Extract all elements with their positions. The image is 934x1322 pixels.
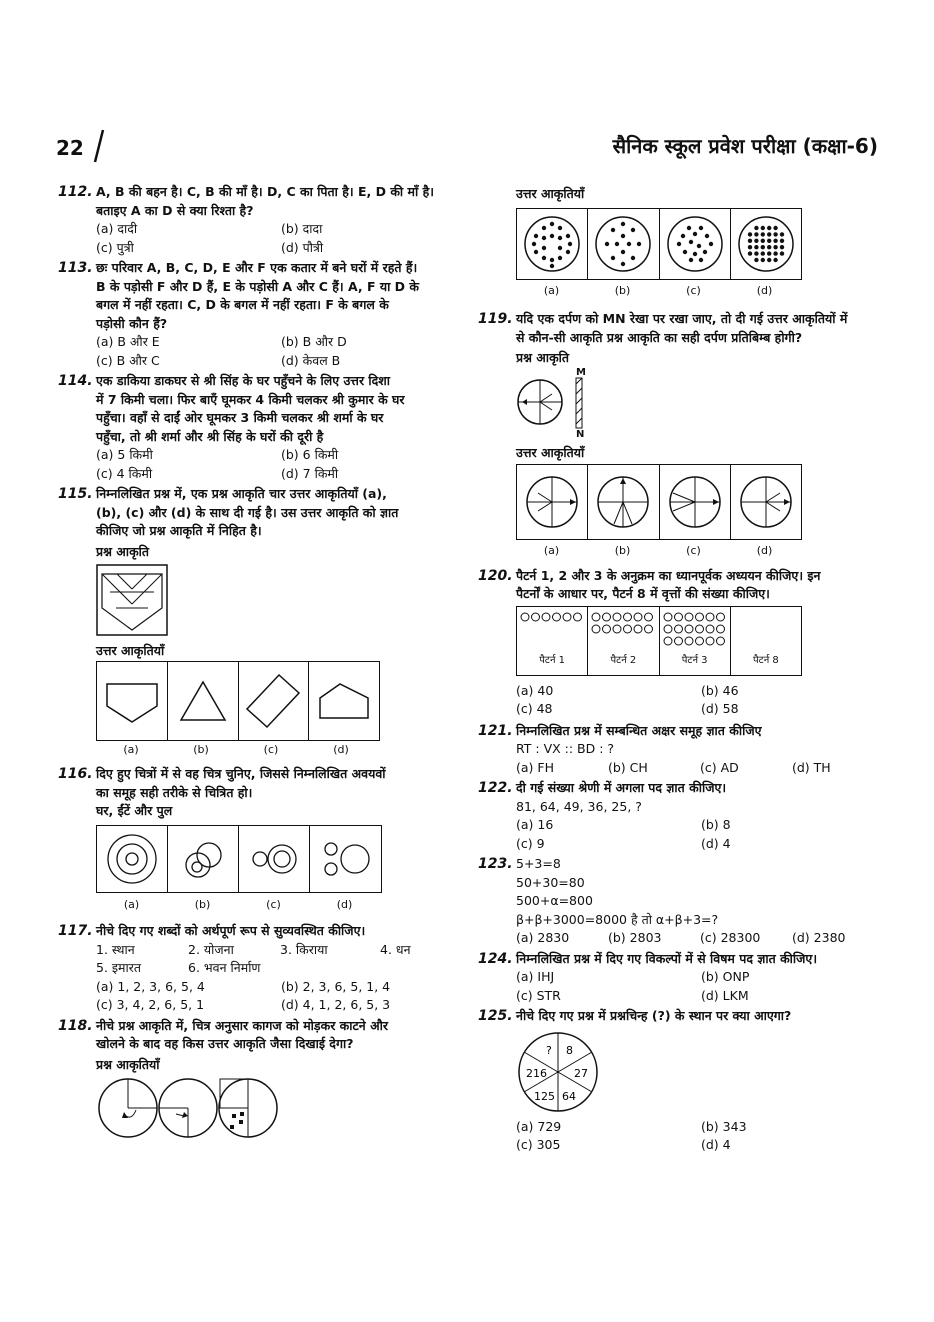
dot-mark (688, 239, 692, 243)
option: (d) 4 (701, 835, 731, 851)
dot-mark (773, 238, 777, 242)
dot-mark (748, 251, 752, 255)
figure-label: (d) (333, 742, 349, 756)
dot-mark (760, 251, 764, 255)
number-wheel (516, 1030, 600, 1114)
question-text: पहुँचा, तो श्री शर्मा और श्री सिंह के घरों की दूरी है (96, 428, 324, 444)
figure-label: (c) (686, 544, 701, 557)
word: 4. धन (380, 941, 411, 957)
pattern-circle (716, 637, 724, 645)
dot-mark (566, 249, 570, 253)
answer-figure (731, 209, 801, 279)
pattern-circle (695, 613, 703, 621)
question-113 (58, 259, 453, 370)
wheel-value: 27 (574, 1066, 588, 1080)
dot-mark (760, 225, 764, 229)
dot-mark (621, 221, 625, 225)
dot-mark (702, 249, 706, 253)
figure-label: (d) (756, 283, 773, 297)
dot-mark (680, 233, 684, 237)
option: (b) 343 (701, 1118, 747, 1134)
dot-mark (773, 245, 777, 249)
pattern-circle (674, 625, 682, 633)
figure-label: (a) (543, 544, 560, 557)
option: (b) B और D (281, 334, 347, 349)
question-text: छः परिवार A, B, C, D, E और F एक कतार में बने घरों में रहते हैं। (96, 260, 418, 275)
word: 3. किराया (280, 941, 328, 957)
question-number: 121. (478, 722, 513, 739)
word: 5. इमारत (96, 960, 141, 975)
pattern-circle (685, 613, 693, 621)
question-number: 125. (478, 1008, 513, 1024)
question-number: 112. (58, 184, 93, 200)
figure-label: (d) (756, 544, 773, 557)
dot-mark (615, 241, 619, 245)
pattern-circle (624, 625, 632, 633)
question-text: कीजिए जो प्रश्न आकृति में निहित है। (96, 523, 262, 538)
dot-mark (532, 241, 536, 245)
pattern-figures-120 (516, 606, 802, 676)
answer-figure (309, 662, 379, 740)
dot-mark (748, 232, 752, 236)
option: (a) 40 (516, 682, 554, 698)
pattern-circle (664, 637, 672, 645)
pattern (588, 607, 659, 675)
question-figure (96, 564, 168, 636)
pattern (517, 607, 588, 675)
option: (c) 305 (516, 1137, 561, 1152)
dot-mark (767, 251, 771, 255)
dot-mark (534, 249, 538, 253)
question-number: 124. (478, 950, 513, 967)
question-112 (58, 183, 453, 257)
mirror-label-m: M (576, 366, 586, 378)
pattern-circle (695, 625, 703, 633)
question-text: 81, 64, 49, 36, 25, ? (516, 798, 642, 814)
figure-label: (c) (263, 742, 279, 756)
question-text: A, B की बहन है। C, B की माँ है। D, C का पिता है। E, D की माँ है। (96, 184, 434, 199)
question-number: 119. (478, 311, 513, 327)
header-divider (92, 128, 106, 164)
right-column (478, 183, 873, 1155)
answer-figures-115 (96, 661, 380, 741)
dot-mark (631, 227, 635, 231)
pattern-circle (532, 613, 540, 621)
pattern-circle (603, 613, 611, 621)
dot-mark (773, 225, 777, 229)
pattern-circle (674, 637, 682, 645)
question-text: निम्नलिखित प्रश्न में, एक प्रश्न आकृति चार उत्तर आकृतियाँ (a), (96, 486, 387, 501)
answer-figure (97, 826, 168, 892)
option: (a) 2830 (516, 930, 570, 945)
dot-mark (550, 263, 554, 267)
option: (b) CH (608, 759, 648, 775)
answer-figure (239, 826, 310, 892)
question-text: 500+α=800 (516, 893, 593, 908)
answer-figure (588, 209, 659, 279)
dot-mark (605, 241, 609, 245)
dot-mark (748, 238, 752, 242)
page-title: सैनिक स्कूल प्रवेश परीक्षा (कक्षा-6) (612, 134, 878, 158)
dot-mark (773, 257, 777, 261)
mirror-label-n: N (576, 428, 585, 440)
pattern-circle (603, 625, 611, 633)
dot-mark (558, 255, 562, 259)
pattern-circle (664, 613, 672, 621)
dot-mark (611, 227, 615, 231)
question-121 (478, 722, 873, 778)
wheel-value: 64 (562, 1089, 576, 1103)
question-figure-label: प्रश्न आकृति (516, 350, 570, 365)
option: (d) 2380 (792, 930, 846, 945)
dot-mark (676, 241, 680, 245)
dot-mark (754, 238, 758, 242)
question-text: निम्नलिखित प्रश्न में सम्बन्धित अक्षर समूह ज्ञात कीजिए (516, 722, 762, 738)
figure-label: (c) (266, 897, 281, 911)
question-text: में 7 किमी चला। फिर बाएँ घूमकर 4 किमी चलकर श्री कुमार के घर (96, 391, 405, 407)
figure-label: (c) (686, 283, 701, 297)
question-text: बगल में नहीं रहता। C, D के बगल में नहीं रहता। F के बगल के (96, 297, 389, 312)
question-text: दी गई संख्या श्रेणी में अगला पद ज्ञात कीजिए। (516, 780, 727, 795)
dot-mark (686, 225, 690, 229)
option: (d) LKM (701, 987, 749, 1003)
answer-figure (168, 826, 239, 892)
dot-mark (708, 241, 712, 245)
dot-mark (558, 225, 562, 229)
question-figure-119 (516, 366, 606, 440)
question-118 (58, 1017, 453, 1075)
pattern-circle (685, 637, 693, 645)
figure-label: (b) (194, 897, 211, 911)
answer-figures-label: उत्तर आकृतियाँ (516, 186, 585, 201)
question-text: नीचे प्रश्न आकृति में, चित्र अनुसार कागज को मोड़कर काटने और (96, 1017, 388, 1033)
dot-mark (542, 255, 546, 259)
dot-mark (627, 241, 631, 245)
pattern-circle (613, 613, 621, 621)
answer-figure (517, 465, 588, 539)
pattern-circle (624, 613, 632, 621)
page-number: 22 (56, 136, 84, 160)
question-text: का समूह सही तरीके से चित्रित हो। (96, 784, 253, 800)
question-number: 115. (58, 486, 93, 502)
answer-figures-116 (96, 825, 382, 893)
figure-label: (a) (543, 283, 560, 297)
dot-mark (767, 232, 771, 236)
option: (b) दादा (281, 221, 323, 236)
question-text: नीचे दिए गए प्रश्न में प्रश्नचिन्ह (?) के स्थान पर क्या आएगा? (516, 1008, 792, 1023)
pattern-label: पैटर्न 8 (752, 655, 779, 666)
option: (c) पुत्री (96, 239, 134, 255)
question-number: 117. (58, 923, 93, 939)
answer-figures-label: उत्तर आकृतियाँ (96, 643, 165, 658)
question-text: खोलने के बाद वह किस उत्तर आकृति जैसा दिखाई देगा? (96, 1036, 354, 1051)
dot-mark (698, 257, 702, 261)
question-number: 118. (58, 1017, 93, 1034)
dot-mark (682, 249, 686, 253)
pattern-circle (634, 613, 642, 621)
pattern-circle (542, 613, 550, 621)
word: 1. स्थान (96, 941, 135, 957)
dot-mark (767, 245, 771, 249)
dot-mark (688, 257, 692, 261)
figure-label: (b) (193, 742, 209, 756)
option: (a) 1, 2, 3, 6, 5, 4 (96, 978, 205, 994)
question-figures-118 (96, 1076, 282, 1140)
question-text: दिए हुए चित्रों में से वह चित्र चुनिए, जिससे निम्नलिखित अवयवों (96, 766, 386, 781)
question-114 (58, 372, 453, 483)
answer-figure (239, 662, 310, 740)
pattern-circle (716, 625, 724, 633)
option: (c) STR (516, 987, 561, 1003)
dot-mark (760, 238, 764, 242)
question-text: β+β+3000=8000 है तो α+β+3=? (516, 911, 719, 927)
dot-mark (558, 245, 562, 249)
option: (a) FH (516, 759, 554, 775)
option: (a) IHJ (516, 969, 555, 984)
pattern-circle (592, 613, 600, 621)
dot-mark (780, 238, 784, 242)
question-text: पहुँचा। वहाँ से दाईं ओर घूमकर 3 किमी चलकर श्री शर्मा के घर (96, 410, 384, 425)
option: (c) 28300 (700, 930, 761, 945)
figure-label: (b) (614, 544, 631, 557)
figure-label: (a) (123, 897, 140, 911)
question-text: निम्नलिखित प्रश्न में दिए गए विकल्पों में से विषम पद ज्ञात कीजिए। (516, 950, 818, 966)
dot-mark (558, 235, 562, 239)
question-122 (478, 779, 873, 853)
dot-mark (621, 249, 625, 253)
answer-figures-label: उत्तर आकृतियाँ (516, 444, 585, 460)
dot-mark (767, 225, 771, 229)
question-119 (478, 310, 873, 368)
pattern-circle (645, 613, 653, 621)
question-text: (b), (c) और (d) के साथ दी गई है। उस उत्तर आकृति को ज्ञात (96, 504, 399, 520)
pattern-circle (645, 625, 653, 633)
dot-mark (611, 255, 615, 259)
option: (a) दादी (96, 221, 138, 236)
wheel-value: 8 (566, 1043, 573, 1057)
question-figure-label: प्रश्न आकृति (96, 543, 150, 559)
word: 6. भवन निर्माण (188, 960, 261, 975)
dot-mark (754, 225, 758, 229)
option: (a) B और E (96, 334, 160, 349)
dot-mark (754, 245, 758, 249)
option: (b) 8 (701, 817, 731, 832)
question-text: पड़ोसी कौन हैं? (96, 315, 168, 331)
dot-mark (754, 251, 758, 255)
question-120 (478, 567, 873, 604)
dot-mark (542, 235, 546, 239)
left-column (58, 183, 453, 1140)
pattern-circle (634, 625, 642, 633)
wheel-value: 125 (534, 1089, 555, 1103)
option: (c) B और C (96, 352, 160, 368)
option: (c) 3, 4, 2, 6, 5, 1 (96, 997, 205, 1012)
answer-figure (588, 465, 659, 539)
dot-mark (780, 251, 784, 255)
dot-mark (773, 232, 777, 236)
pattern-label: पैटर्न 2 (610, 655, 637, 666)
question-text: से कौन-सी आकृति प्रश्न आकृति का सही दर्पण प्रतिबिम्ब होगी? (516, 329, 803, 345)
question-text: B के पड़ोसी F और D हैं, E के पड़ोसी A और C हैं। A, F या D के (96, 278, 420, 294)
dot-mark (780, 232, 784, 236)
dot-mark (631, 255, 635, 259)
dot-mark (566, 233, 570, 237)
question-text: पैटर्न 1, 2 और 3 के अनुक्रम का ध्यानपूर्वक अध्ययन कीजिए। इन (516, 567, 821, 583)
answer-figure (168, 662, 239, 740)
option: (d) 7 किमी (281, 465, 339, 481)
answer-figure (97, 662, 168, 740)
dot-mark (780, 245, 784, 249)
option: (c) 4 किमी (96, 465, 153, 481)
question-number: 116. (58, 766, 93, 782)
figure-label: (d) (336, 897, 353, 911)
question-text: घर, ईंटें और पुल (96, 803, 173, 818)
option: (d) पौत्री (281, 239, 324, 255)
question-117 (58, 922, 453, 1015)
pattern-circle (563, 613, 571, 621)
question-125 (478, 1007, 873, 1026)
dot-mark (550, 257, 554, 261)
answer-figures-118 (516, 208, 802, 280)
dot-mark (760, 245, 764, 249)
figure-label: (a) (123, 742, 139, 756)
question-text: यदि एक दर्पण को MN रेखा पर रखा जाए, तो दी गई उत्तर आकृतियों में (516, 311, 848, 326)
question-number: 113. (58, 260, 93, 276)
dot-mark (621, 233, 625, 237)
dot-mark (696, 243, 700, 247)
option: (c) 9 (516, 835, 545, 851)
pattern-circle (695, 637, 703, 645)
wheel-value: ? (546, 1043, 552, 1057)
option: (d) 4 (701, 1137, 731, 1152)
pattern-label: पैटर्न 1 (539, 655, 566, 666)
option: (d) 4, 1, 2, 6, 5, 3 (281, 997, 391, 1012)
option: (b) 2, 3, 6, 5, 1, 4 (281, 978, 391, 994)
dot-mark (767, 257, 771, 261)
dot-mark (754, 232, 758, 236)
dot-mark (621, 261, 625, 265)
option: (b) 6 किमी (281, 447, 339, 462)
dot-mark (692, 251, 696, 255)
option: (a) 16 (516, 817, 554, 832)
question-text: नीचे दिए गए शब्दों को अर्थपूर्ण रूप से सुव्यवस्थित कीजिए। (96, 923, 366, 938)
option: (d) 58 (701, 701, 739, 716)
question-figure-label: प्रश्न आकृतियाँ (96, 1056, 160, 1072)
option: (c) 48 (516, 701, 553, 716)
pattern-circle (613, 625, 621, 633)
dot-mark (773, 251, 777, 255)
question-text: 5+3=8 (516, 856, 561, 871)
dot-mark (550, 233, 554, 237)
option: (b) 46 (701, 682, 739, 698)
pattern-circle (706, 625, 714, 633)
answer-figure (731, 465, 801, 539)
answer-figures-119 (516, 464, 802, 540)
question-text: बताइए A का D से क्या रिश्ता है? (96, 202, 254, 218)
option: (a) 729 (516, 1118, 562, 1134)
pattern (731, 607, 801, 675)
question-124 (478, 950, 873, 1006)
option: (a) 5 किमी (96, 447, 153, 462)
pattern-circle (706, 637, 714, 645)
pattern-circle (574, 613, 582, 621)
dot-mark (542, 225, 546, 229)
pattern (660, 607, 731, 675)
dot-mark (550, 221, 554, 225)
question-number: 120. (478, 567, 513, 584)
dot-mark (534, 233, 538, 237)
dot-mark (760, 232, 764, 236)
dot-mark (692, 231, 696, 235)
word: 2. योजना (188, 941, 234, 957)
question-number: 114. (58, 373, 93, 389)
option: (d) TH (792, 759, 831, 775)
dot-mark (542, 245, 546, 249)
dot-mark (704, 233, 708, 237)
dot-mark (767, 238, 771, 242)
question-116 (58, 765, 453, 821)
pattern-circle (664, 625, 672, 633)
question-number: 123. (478, 856, 513, 872)
answer-figure (517, 209, 588, 279)
figure-label: (b) (614, 283, 631, 297)
option: (c) AD (700, 759, 739, 775)
pattern-circle (592, 625, 600, 633)
question-text: पैटर्नों के आधार पर, पैटर्न 8 में वृत्तों की संख्या कीजिए। (516, 586, 770, 601)
dot-mark (637, 241, 641, 245)
answer-figure (660, 465, 731, 539)
pattern-circle (553, 613, 561, 621)
dot-mark (748, 245, 752, 249)
pattern-circle (706, 613, 714, 621)
question-115 (58, 485, 453, 541)
pattern-label: पैटर्न 3 (681, 655, 708, 666)
option: (b) ONP (701, 969, 750, 984)
option: (d) केवल B (281, 352, 341, 368)
dot-mark (568, 241, 572, 245)
pattern-circle (674, 613, 682, 621)
question-text: एक डाकिया डाकघर से श्री सिंह के घर पहुँचने के लिए उत्तर दिशा (96, 373, 391, 388)
option: (b) 2803 (608, 930, 662, 945)
pattern-circle (685, 625, 693, 633)
dot-mark (754, 257, 758, 261)
pattern-circle (716, 613, 724, 621)
dot-mark (698, 225, 702, 229)
dot-mark (760, 257, 764, 261)
question-text: 50+30=80 (516, 874, 585, 890)
answer-figure (310, 826, 380, 892)
pattern-circle (521, 613, 529, 621)
question-123 (478, 855, 873, 948)
answer-figure (660, 209, 731, 279)
wheel-value: 216 (526, 1066, 547, 1080)
question-text: RT : VX :: BD : ? (516, 741, 615, 756)
question-number: 122. (478, 780, 513, 796)
